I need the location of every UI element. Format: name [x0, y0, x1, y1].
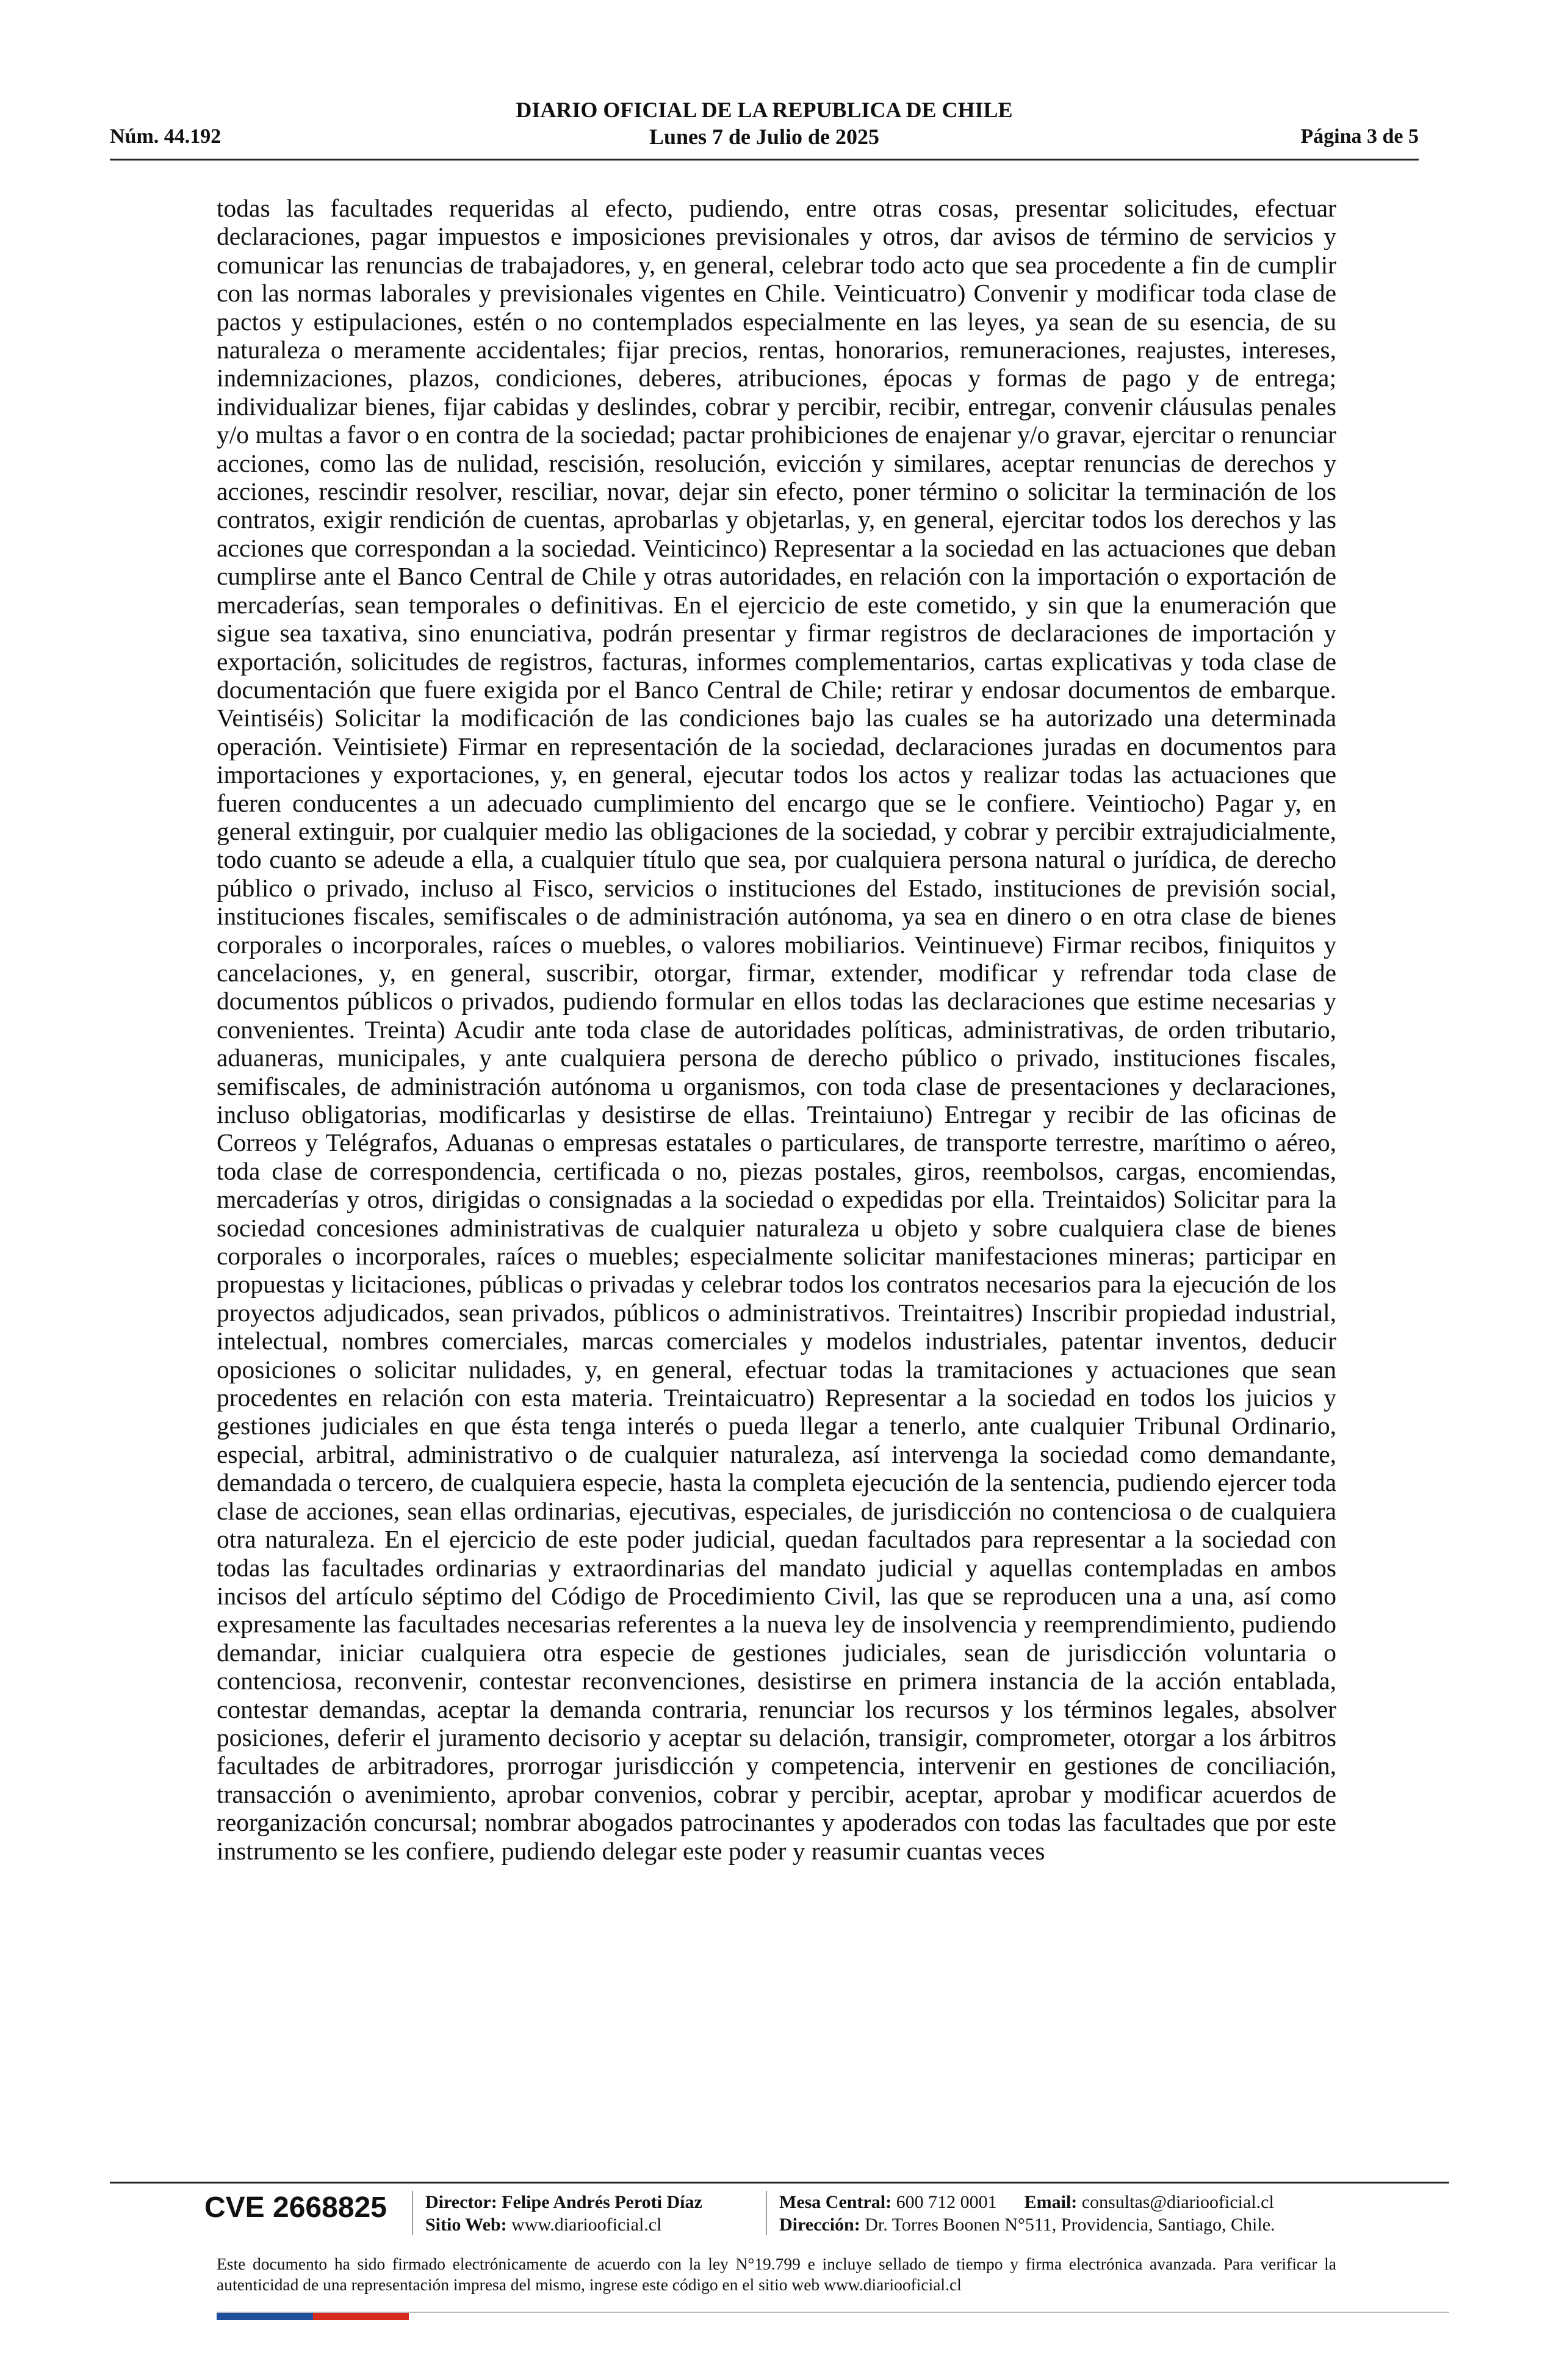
- director-line: [425, 2191, 702, 2213]
- website-line: [425, 2213, 702, 2236]
- director-name: Felipe Andrés Peroti Díaz: [502, 2192, 702, 2212]
- contact-line: [779, 2191, 1275, 2213]
- header-center: [110, 96, 1419, 150]
- director-label: Director:: [425, 2192, 497, 2212]
- flag-stripe: [217, 2313, 409, 2320]
- cve-code: CVE 2668825: [204, 2191, 387, 2224]
- flag-stripe-red: [313, 2313, 409, 2320]
- website-label: Sitio Web:: [425, 2215, 507, 2235]
- address-line: [779, 2213, 1275, 2236]
- page-header: [110, 92, 1419, 160]
- issue-number: Núm. 44.192: [110, 125, 222, 148]
- page-number: Página 3 de 5: [1300, 125, 1419, 148]
- email-address[interactable]: consultas@diariooficial.cl: [1081, 2192, 1274, 2212]
- flag-stripe-blue: [217, 2313, 313, 2320]
- footer-divider: [110, 2182, 1449, 2183]
- address-text: Dr. Torres Boonen N°511, Providencia, Santiago, Chile.: [865, 2215, 1275, 2235]
- issue-date: Lunes 7 de Julio de 2025: [649, 124, 880, 149]
- footer-separator: [412, 2191, 413, 2235]
- email-label: Email:: [1024, 2192, 1078, 2212]
- footer-director-block: [425, 2191, 702, 2236]
- phone-number: 600 712 0001: [896, 2192, 997, 2212]
- signature-note: Este documento ha sido firmado electrónicamente de acuerdo con la ley N°19.799 e incluye sellado de tiempo y firma electrónica avanzada. Para verificar la autenticidad de una representación impresa del mismo, ingrese este código en el sitio web www.diariooficial.cl: [217, 2254, 1336, 2294]
- publication-title: DIARIO OFICIAL DE LA REPUBLICA DE CHILE: [516, 98, 1013, 122]
- footer-separator: [766, 2191, 767, 2235]
- phone-label: Mesa Central:: [779, 2192, 892, 2212]
- website-link[interactable]: www.diariooficial.cl: [511, 2215, 662, 2235]
- address-label: Dirección:: [779, 2215, 860, 2235]
- footer-contact-block: [779, 2191, 1275, 2236]
- document-body: todas las facultades requeridas al efecto, pudiendo, entre otras cosas, presentar solicitudes, efectuar declaraciones, pagar impuestos e imposiciones previsionales y otros, dar avisos de término de servicios y comunicar las renuncias de trabajadores, y, en general, celebrar todo acto que sea procedente a fin de cumplir con las normas laborales y previsionales vigentes en Chile. Veinticuatro) Convenir y modificar toda clase de pactos y estipulaciones, estén o no contemplados especialmente en las leyes, ya sean de su esencia, de su naturaleza o meramente accidentales; fijar precios, rentas, honorarios, remuneraciones, reajustes, intereses, indemnizaciones, plazos, condiciones, deberes, atribuciones, épocas y formas de pago y de entrega; individualizar bienes, fijar cabidas y deslindes, cobrar y percibir, recibir, entregar, convenir cláusulas penales y/o multas a favor o en contra de la sociedad; pactar prohibiciones de enajenar y/o gravar, ejercitar o renunciar acciones, como las de nulidad, rescisión, resolución, evicción y similares, aceptar renuncias de derechos y acciones, rescindir resolver, resciliar, novar, dejar sin efecto, poner término o solicitar la terminación de los contratos, exigir rendición de cuentas, aprobarlas y objetarlas, y, en general, ejercitar todos los derechos y las acciones que correspondan a la sociedad. Veinticinco) Representar a la sociedad en las actuaciones que deban cumplirse ante el Banco Central de Chile y otras autoridades, en relación con la importación o exportación de mercaderías, sean temporales o definitivas. En el ejercicio de este cometido, y sin que la enumeración que sigue sea taxativa, sino enunciativa, podrán presentar y firmar registros de declaraciones de importación y exportación, solicitudes de registros, facturas, informes complementarios, cartas explicativas y toda clase de documentación que fuere exigida por el Banco Central de Chile; retirar y endosar documentos de embarque. Veintiséis) Solicitar la modificación de las condiciones bajo las cuales se ha autorizado una determinada operación. Veintisiete) Firmar en representación de la sociedad, declaraciones juradas en documentos para importaciones y exportaciones, y, en general, ejecutar todos los actos y realizar todas las actuaciones que fueren conducentes a un adecuado cumplimiento del encargo que se le confiere. Veintiocho) Pagar y, en general extinguir, por cualquier medio las obligaciones de la sociedad, y cobrar y percibir extrajudicialmente, todo cuanto se adeude a ella, a cualquier título que sea, por cualquiera persona natural o jurídica, de derecho público o privado, incluso al Fisco, servicios o instituciones del Estado, instituciones de previsión social, instituciones fiscales, semifiscales o de administración autónoma, ya sea en dinero o en otra clase de bienes corporales o incorporales, raíces o muebles, o valores mobiliarios. Veintinueve) Firmar recibos, finiquitos y cancelaciones, y, en general, suscribir, otorgar, firmar, extender, modificar y refrendar toda clase de documentos públicos o privados, pudiendo formular en ellos todas las declaraciones que estime necesarias y convenientes. Treinta) Acudir ante toda clase de autoridades políticas, administrativas, de orden tributario, aduaneras, municipales, y ante cualquiera persona de derecho público o privado, instituciones fiscales, semifiscales, de administración autónoma u organismos, con toda clase de presentaciones y declaraciones, incluso obligatorias, modificarlas y desistirse de ellas. Treintaiuno) Entregar y recibir de las oficinas de Correos y Telégrafos, Aduanas o empresas estatales o particulares, de transporte terrestre, marítimo o aéreo, toda clase de correspondencia, certificada o no, piezas postales, giros, reembolsos, cargas, encomiendas, mercaderías y otros, dirigidas o consignadas a la sociedad o expedidas por ella. Treintaidos) Solicitar para la sociedad concesiones administrativas de cualquier naturaleza u objeto y sobre cualquiera clase de bienes corporales o incorporales, raíces o muebles; especialmente solicitar manifestaciones mineras; participar en propuestas y licitaciones, públicas o privadas y celebrar todos los contratos necesarios para la ejecución de los proyectos adjudicados, sean privados, públicos o administrativos. Treintaitres) Inscribir propiedad industrial, intelectual, nombres comerciales, marcas comerciales y modelos industriales, patentar inventos, deducir oposiciones o solicitar nulidades, y, en general, efectuar todas la tramitaciones y actuaciones que sean procedentes en relación con esta materia. Treintaicuatro) Representar a la sociedad en todos los juicios y gestiones judiciales en que ésta tenga interés o pueda llegar a tenerlo, ante cualquier Tribunal Ordinario, especial, arbitral, administrativo o de cualquier naturaleza, así intervenga la sociedad como demandante, demandada o tercero, de cualquiera especie, hasta la completa ejecución de la sentencia, pudiendo ejercer toda clase de acciones, sean ellas ordinarias, ejecutivas, especiales, de jurisdicción no contenciosa o de cualquiera otra naturaleza. En el ejercicio de este poder judicial, quedan facultados para representar a la sociedad con todas las facultades ordinarias y extraordinarias del mandato judicial y aquellas contempladas en ambos incisos del artículo séptimo del Código de Procedimiento Civil, las que se reproducen una a una, así como expresamente las facultades necesarias referentes a la nueva ley de insolvencia y reemprendimiento, pudiendo demandar, iniciar cualquiera otra especie de gestiones judiciales, sean de jurisdicción voluntaria o contenciosa, reconvenir, contestar reconvenciones, desistirse en primera instancia de la acción entablada, contestar demandas, aceptar la demanda contraria, renunciar los recursos y los términos legales, absolver posiciones, deferir el juramento decisorio y aceptar su delación, transigir, comprometer, otorgar a los árbitros facultades de arbitradores, prorrogar jurisdicción y competencia, intervenir en gestiones de conciliación, transacción o avenimiento, aprobar convenios, cobrar y percibir, aceptar, aprobar y modificar acuerdos de reorganización concursal; nombrar abogados patrocinantes y apoderados con todas las facultades que por este instrumento se les confiere, pudiendo delegar este poder y reasumir cuantas veces: [217, 194, 1336, 1865]
